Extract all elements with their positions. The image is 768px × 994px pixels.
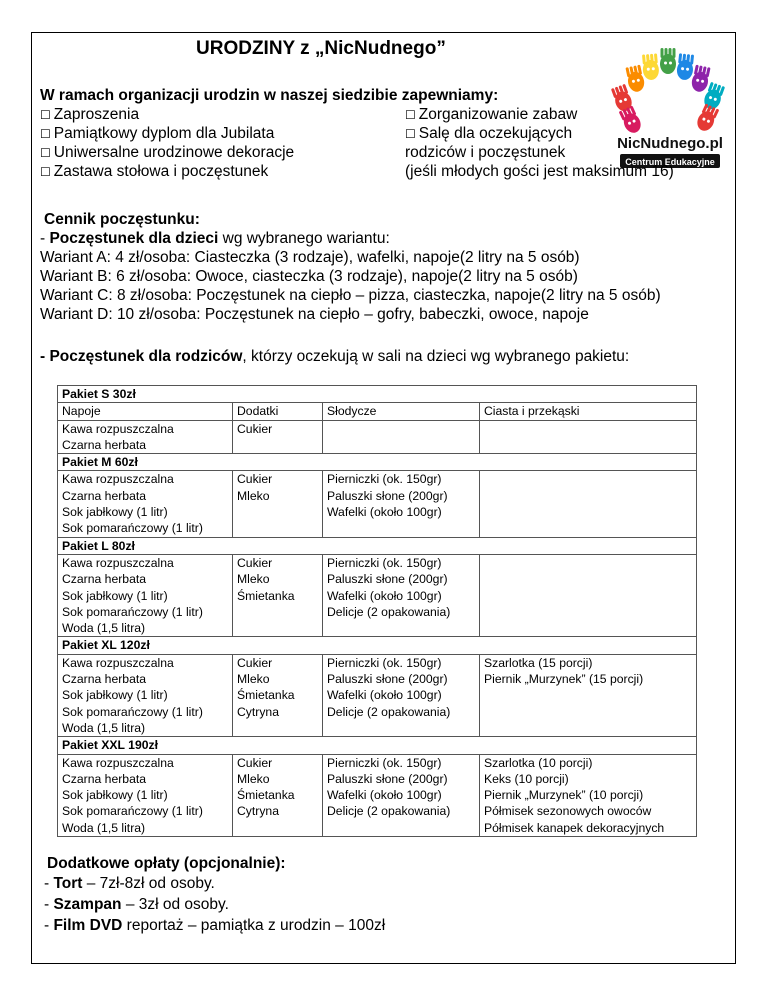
- cakes-cell-line: Piernik „Murzynek” (10 porcji): [484, 788, 644, 803]
- drinks-cell: [58, 654, 233, 736]
- drinks-cell: [58, 420, 233, 454]
- intro-heading: W ramach organizacji urodzin w naszej siedzibie zapewniamy:: [40, 87, 499, 104]
- extras-cell-line: Mleko: [237, 488, 270, 503]
- hand-icon: [642, 53, 660, 80]
- cakes-cell: [480, 554, 697, 636]
- drinks-cell-line: Czarna herbata: [62, 488, 147, 503]
- sweets-cell-line: Pierniczki (ok. 150gr): [327, 555, 442, 570]
- package-name-row: [58, 637, 697, 654]
- drinks-cell-line: Woda (1,5 litra): [62, 820, 146, 835]
- column-header: Ciasta i przekąski: [480, 403, 697, 420]
- hand-icon: [660, 48, 676, 74]
- extras-cell: [233, 754, 323, 836]
- sweets-cell-line: Wafelki (około 100gr): [327, 588, 442, 603]
- cakes-cell-line: Keks (10 porcji): [484, 771, 569, 786]
- variant-line: Wariant B: 6 zł/osoba: Owoce, ciasteczka (3 rodzaje), napoje(2 litry na 5 osób): [40, 268, 578, 285]
- nicnudnego-logo: [606, 32, 734, 172]
- extras-cell: [233, 471, 323, 537]
- sweets-cell: [323, 420, 480, 454]
- intro-item: ☐ Zastawa stołowa i poczęstunek: [40, 163, 269, 180]
- extras-cell-line: Cytryna: [237, 804, 279, 819]
- page-title: URODZINY z „NicNudnego”: [196, 38, 446, 59]
- package-name-row: [58, 386, 697, 403]
- extras-cell-line: Śmietanka: [237, 588, 295, 603]
- package-row: [58, 471, 697, 537]
- package-name: Pakiet L 80zł: [58, 537, 697, 554]
- intro-item: ☐ Zorganizowanie zabaw: [405, 106, 578, 123]
- checkbox-icon: ☐: [40, 127, 51, 141]
- sweets-cell-line: Wafelki (około 100gr): [327, 788, 442, 803]
- intro-item-continuation: rodziców i poczęstunek: [405, 144, 566, 161]
- package-name-row: [58, 454, 697, 471]
- intro-item: ☐ Salę dla oczekujących: [405, 125, 573, 142]
- column-header: Napoje: [58, 403, 233, 420]
- sweets-cell-line: Delicje (2 opakowania): [327, 704, 451, 719]
- drinks-cell-line: Sok pomarańczowy (1 litr): [62, 804, 203, 819]
- package-row: [58, 420, 697, 454]
- drinks-cell-line: Czarna herbata: [62, 771, 147, 786]
- extras-cell: [233, 554, 323, 636]
- cakes-cell: [480, 420, 697, 454]
- drinks-cell: [58, 554, 233, 636]
- drinks-cell-line: Czarna herbata: [62, 437, 147, 452]
- sweets-cell-line: Wafelki (około 100gr): [327, 505, 442, 520]
- intro-item: ☐ Uniwersalne urodzinowe dekoracje: [40, 144, 295, 161]
- sweets-cell-line: Paluszki słone (200gr): [327, 771, 448, 786]
- package-name: Pakiet XL 120zł: [58, 637, 697, 654]
- package-header-row: [58, 403, 697, 420]
- additional-item: - Szampan – 3zł od osoby.: [44, 896, 229, 913]
- kids-line: - Poczęstunek dla dzieci wg wybranego wariantu:: [40, 230, 390, 247]
- hand-icon: [690, 64, 711, 93]
- package-name: Pakiet XXL 190zł: [58, 737, 697, 754]
- drinks-cell: [58, 754, 233, 836]
- drinks-cell-line: Sok jabłkowy (1 litr): [62, 505, 168, 520]
- cakes-cell-line: Szarlotka (15 porcji): [484, 655, 593, 670]
- sweets-cell: [323, 654, 480, 736]
- extras-cell: [233, 654, 323, 736]
- extras-cell-line: Cytryna: [237, 704, 279, 719]
- variant-line: Wariant C: 8 zł/osoba: Poczęstunek na ciepło – pizza, ciasteczka, napoje(2 litry na 5 osób): [40, 287, 661, 304]
- variant-line: Wariant D: 10 zł/osoba: Poczęstunek na ciepło – gofry, babeczki, owoce, napoje: [40, 306, 589, 323]
- drinks-cell-line: Sok jabłkowy (1 litr): [62, 588, 168, 603]
- sweets-cell-line: Paluszki słone (200gr): [327, 672, 448, 687]
- cakes-cell-line: Półmisek sezonowych owoców: [484, 804, 652, 819]
- checkbox-icon: ☐: [40, 146, 51, 160]
- cakes-cell: [480, 471, 697, 537]
- package-name-row: [58, 537, 697, 554]
- sweets-cell-line: Pierniczki (ok. 150gr): [327, 655, 442, 670]
- additional-item: - Tort – 7zł-8zł od osoby.: [44, 875, 215, 892]
- extras-cell-line: Cukier: [237, 755, 273, 770]
- sweets-cell-line: Delicje (2 opakowania): [327, 604, 451, 619]
- extras-cell-line: Śmietanka: [237, 788, 295, 803]
- sweets-cell-line: Delicje (2 opakowania): [327, 804, 451, 819]
- checkbox-icon: ☐: [405, 108, 416, 122]
- sweets-cell-line: Pierniczki (ok. 150gr): [327, 472, 442, 487]
- sweets-cell-line: Paluszki słone (200gr): [327, 572, 448, 587]
- sweets-cell-line: Wafelki (około 100gr): [327, 688, 442, 703]
- extras-cell: [233, 420, 323, 454]
- checkbox-icon: ☐: [40, 165, 51, 179]
- cakes-cell-line: Piernik „Murzynek” (15 porcji): [484, 672, 644, 687]
- extras-cell-line: Cukier: [237, 555, 273, 570]
- pricing-heading: Cennik poczęstunku:: [44, 211, 200, 228]
- extras-cell-line: Mleko: [237, 771, 270, 786]
- checkbox-icon: ☐: [405, 127, 416, 141]
- drinks-cell-line: Kawa rozpuszczalna: [62, 472, 174, 487]
- column-header: Dodatki: [233, 403, 323, 420]
- drinks-cell-line: Sok pomarańczowy (1 litr): [62, 521, 203, 536]
- hand-icon: [676, 53, 695, 81]
- packages-table: [57, 385, 697, 837]
- package-name-row: [58, 737, 697, 754]
- drinks-cell-line: Sok jabłkowy (1 litr): [62, 788, 168, 803]
- parents-line: - Poczęstunek dla rodziców, którzy oczekują w sali na dzieci wg wybranego pakietu:: [40, 348, 630, 365]
- drinks-cell-line: Sok pomarańczowy (1 litr): [62, 704, 203, 719]
- cakes-cell-line: Szarlotka (10 porcji): [484, 755, 593, 770]
- sweets-cell-line: Pierniczki (ok. 150gr): [327, 755, 442, 770]
- intro-item: ☐ Pamiątkowy dyplom dla Jubilata: [40, 125, 275, 142]
- hand-icon: [694, 103, 719, 133]
- drinks-cell-line: Kawa rozpuszczalna: [62, 655, 174, 670]
- package-row: [58, 654, 697, 736]
- cakes-cell: [480, 754, 697, 836]
- variant-line: Wariant A: 4 zł/osoba: Ciasteczka (3 rodzaje), wafelki, napoje(2 litry na 5 osób): [40, 249, 580, 266]
- cakes-cell: [480, 654, 697, 736]
- sweets-cell-line: Paluszki słone (200gr): [327, 488, 448, 503]
- package-row: [58, 754, 697, 836]
- package-row: [58, 554, 697, 636]
- logo-tagline-text: Centrum Edukacyjne: [625, 157, 715, 167]
- drinks-cell-line: Czarna herbata: [62, 672, 147, 687]
- sweets-cell: [323, 471, 480, 537]
- package-name: Pakiet M 60zł: [58, 454, 697, 471]
- extras-cell-line: Mleko: [237, 572, 270, 587]
- checkbox-icon: ☐: [40, 108, 51, 122]
- extras-cell-line: Cukier: [237, 421, 273, 436]
- drinks-cell: [58, 471, 233, 537]
- intro-item-continuation: (jeśli młodych gości jest maksimum 16): [405, 163, 674, 180]
- extras-cell-line: Cukier: [237, 655, 273, 670]
- additional-heading: Dodatkowe opłaty (opcjonalnie):: [47, 855, 286, 872]
- sweets-cell: [323, 554, 480, 636]
- drinks-cell-line: Sok jabłkowy (1 litr): [62, 688, 168, 703]
- drinks-cell-line: Woda (1,5 litra): [62, 720, 146, 735]
- drinks-cell-line: Kawa rozpuszczalna: [62, 755, 174, 770]
- additional-item: - Film DVD reportaż – pamiątka z urodzin – 100zł: [44, 917, 386, 934]
- drinks-cell-line: Kawa rozpuszczalna: [62, 555, 174, 570]
- drinks-cell-line: Czarna herbata: [62, 572, 147, 587]
- hand-icon: [625, 64, 646, 93]
- extras-cell-line: Mleko: [237, 672, 270, 687]
- drinks-cell-line: Woda (1,5 litra): [62, 621, 146, 636]
- extras-cell-line: Śmietanka: [237, 688, 295, 703]
- sweets-cell: [323, 754, 480, 836]
- package-name: Pakiet S 30zł: [58, 386, 697, 403]
- extras-cell-line: Cukier: [237, 472, 273, 487]
- cakes-cell-line: Półmisek kanapek dekoracyjnych: [484, 820, 665, 835]
- intro-item: ☐ Zaproszenia: [40, 106, 140, 123]
- logo-site-text: NicNudnego.pl: [617, 135, 723, 152]
- drinks-cell-line: Kawa rozpuszczalna: [62, 421, 174, 436]
- column-header: Słodycze: [323, 403, 480, 420]
- drinks-cell-line: Sok pomarańczowy (1 litr): [62, 604, 203, 619]
